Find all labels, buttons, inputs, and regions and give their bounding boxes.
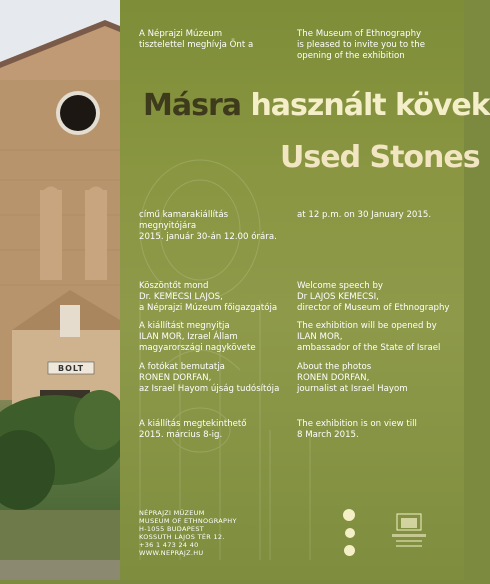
photos-hu: A fotókat bemutatja RONEN DORFAN, az Israel Hayom újság tudósítója [139,362,280,394]
opening-en: at 12 p.m. on 30 January 2015. [297,210,432,220]
photos-en: About the photos RONEN DORFAN, journalist at Israel Hayom [297,362,408,394]
stone-building-illustration [0,0,120,580]
speech-hu: Köszöntőt mond Dr. KEMECSI LAJOS, a Néprajzi Múzeum főigazgatója [139,281,278,313]
flower-logo-icon [345,528,355,538]
opened-hu: A kiállítást megnyitja ILAN MOR, Izrael Állam magyarországi nagykövete [139,321,256,353]
invite-hu: A Néprajzi Múzeum tisztelettel meghívja Önt a [139,29,254,50]
opened-en: The exhibition will be opened by ILAN MOR, ambassador of the State of Israel [297,321,441,353]
view-hu: A kiállítás megtekinthető 2015. március 8-ig. [139,419,247,440]
building-photo [0,0,120,580]
invite-en: The Museum of Ethnography is pleased to invite you to the opening of the exhibition [297,29,425,61]
shop-sign: BOLT [58,364,85,373]
speech-en: Welcome speech by Dr LAJOS KEMECSI, director of Museum of Ethnography [297,281,450,313]
title-english: Used Stones [280,140,480,175]
museum-address: NÉPRAJZI MÚZEUM MUSEUM OF ETHNOGRAPHY H-1055 BUDAPEST KOSSUTH LAJOS TÉR 12. +36 1 473 24 40 WWW.NEPRAJZ.HU [139,509,237,557]
title-hungarian: Másra használt kövek [143,88,490,123]
museum-logo-icon [343,509,355,521]
rosette-logo-icon [344,545,355,556]
view-en: The exhibition is on view till 8 March 2015. [297,419,417,440]
opening-hu: című kamarakiállítás megnyitójára 2015. január 30-án 12.00 órára. [139,210,277,242]
ministry-seal-icon [388,510,430,552]
